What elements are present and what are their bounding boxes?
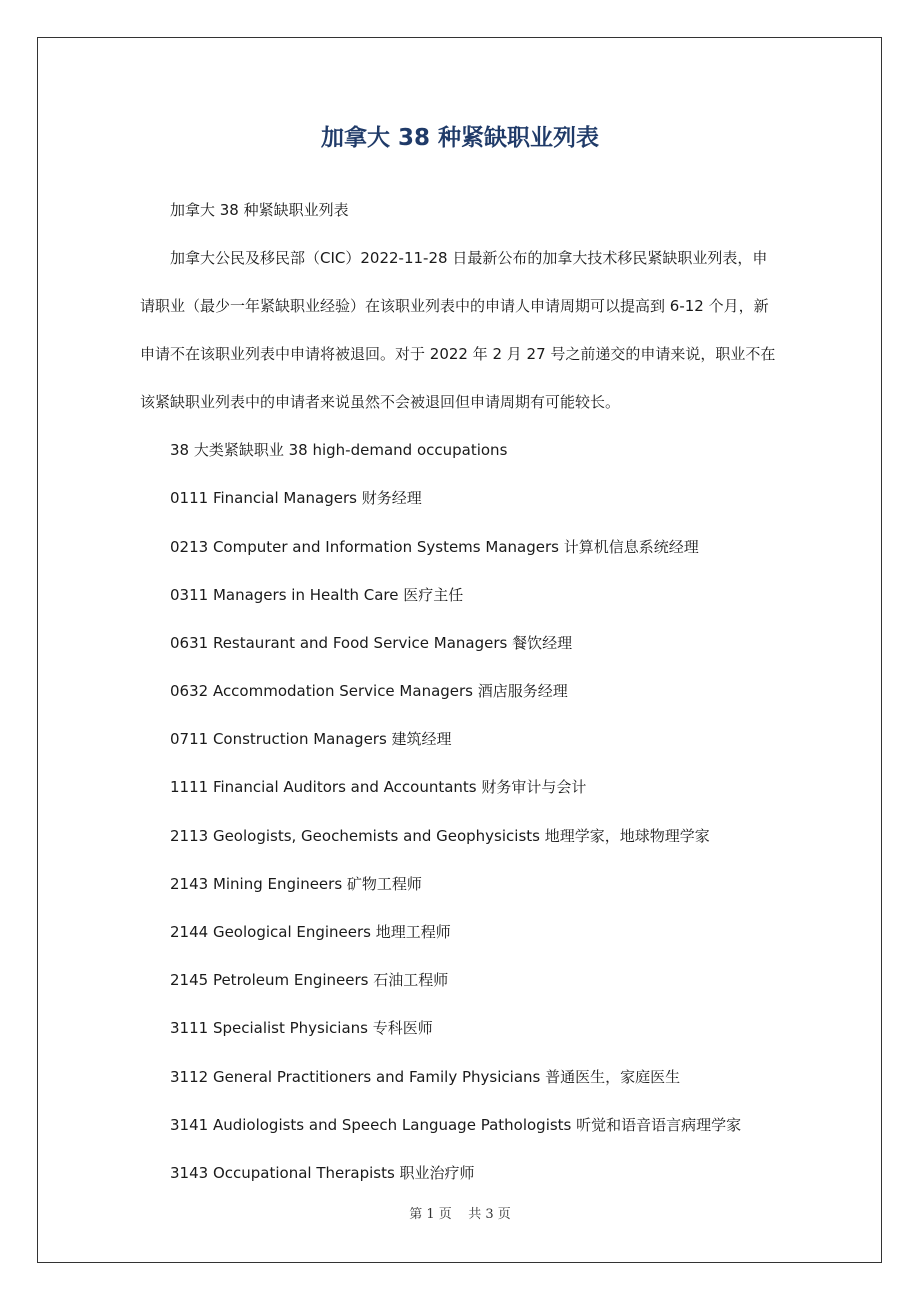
occupation-item: 3111 Specialist Physicians 专科医师 (170, 1019, 433, 1037)
occupation-item: 2113 Geologists, Geochemists and Geophysicists 地理学家，地球物理学家 (170, 827, 710, 845)
occupation-item: 0631 Restaurant and Food Service Managers 餐饮经理 (170, 634, 573, 652)
occupation-item: 2143 Mining Engineers 矿物工程师 (170, 875, 422, 893)
intro-paragraph-line-1: 加拿大公民及移民部（CIC）2022-11-28 日最新公布的加拿大技术移民紧缺职业列表，申 (170, 249, 768, 267)
occupation-item: 3112 General Practitioners and Family Physicians 普通医生，家庭医生 (170, 1068, 681, 1086)
occupation-item: 0111 Financial Managers 财务经理 (170, 489, 422, 507)
occupation-item: 3141 Audiologists and Speech Language Pathologists 听觉和语音语言病理学家 (170, 1116, 742, 1134)
occupation-item: 0632 Accommodation Service Managers 酒店服务经理 (170, 682, 568, 700)
intro-paragraph-line-3: 申请不在该职业列表中申请将被退回。对于 2022 年 2 月 27 号之前递交的申请来说，职业不在 (140, 345, 776, 363)
occupation-item: 0213 Computer and Information Systems Managers 计算机信息系统经理 (170, 538, 699, 556)
occupation-item: 0711 Construction Managers 建筑经理 (170, 730, 452, 748)
list-heading: 38 大类紧缺职业 38 high-demand occupations (170, 441, 508, 459)
occupation-item: 2144 Geological Engineers 地理工程师 (170, 923, 451, 941)
intro-paragraph-line-2: 请职业（最少一年紧缺职业经验）在该职业列表中的申请人申请周期可以提高到 6-12 个月，新 (140, 297, 769, 315)
subtitle-paragraph: 加拿大 38 种紧缺职业列表 (170, 201, 349, 219)
page-footer (0, 1204, 920, 1226)
intro-paragraph-line-4: 该紧缺职业列表中的申请者来说虽然不会被退回但申请周期有可能较长。 (140, 393, 621, 411)
document-title: 加拿大 38 种紧缺职业列表 (320, 125, 600, 151)
occupation-item: 2145 Petroleum Engineers 石油工程师 (170, 971, 449, 989)
occupation-item: 1111 Financial Auditors and Accountants 财务审计与会计 (170, 778, 587, 796)
occupation-item: 3143 Occupational Therapists 职业治疗师 (170, 1164, 475, 1182)
page-number: 第 1 页 共 3 页 (409, 1207, 511, 1222)
occupation-item: 0311 Managers in Health Care 医疗主任 (170, 586, 464, 604)
